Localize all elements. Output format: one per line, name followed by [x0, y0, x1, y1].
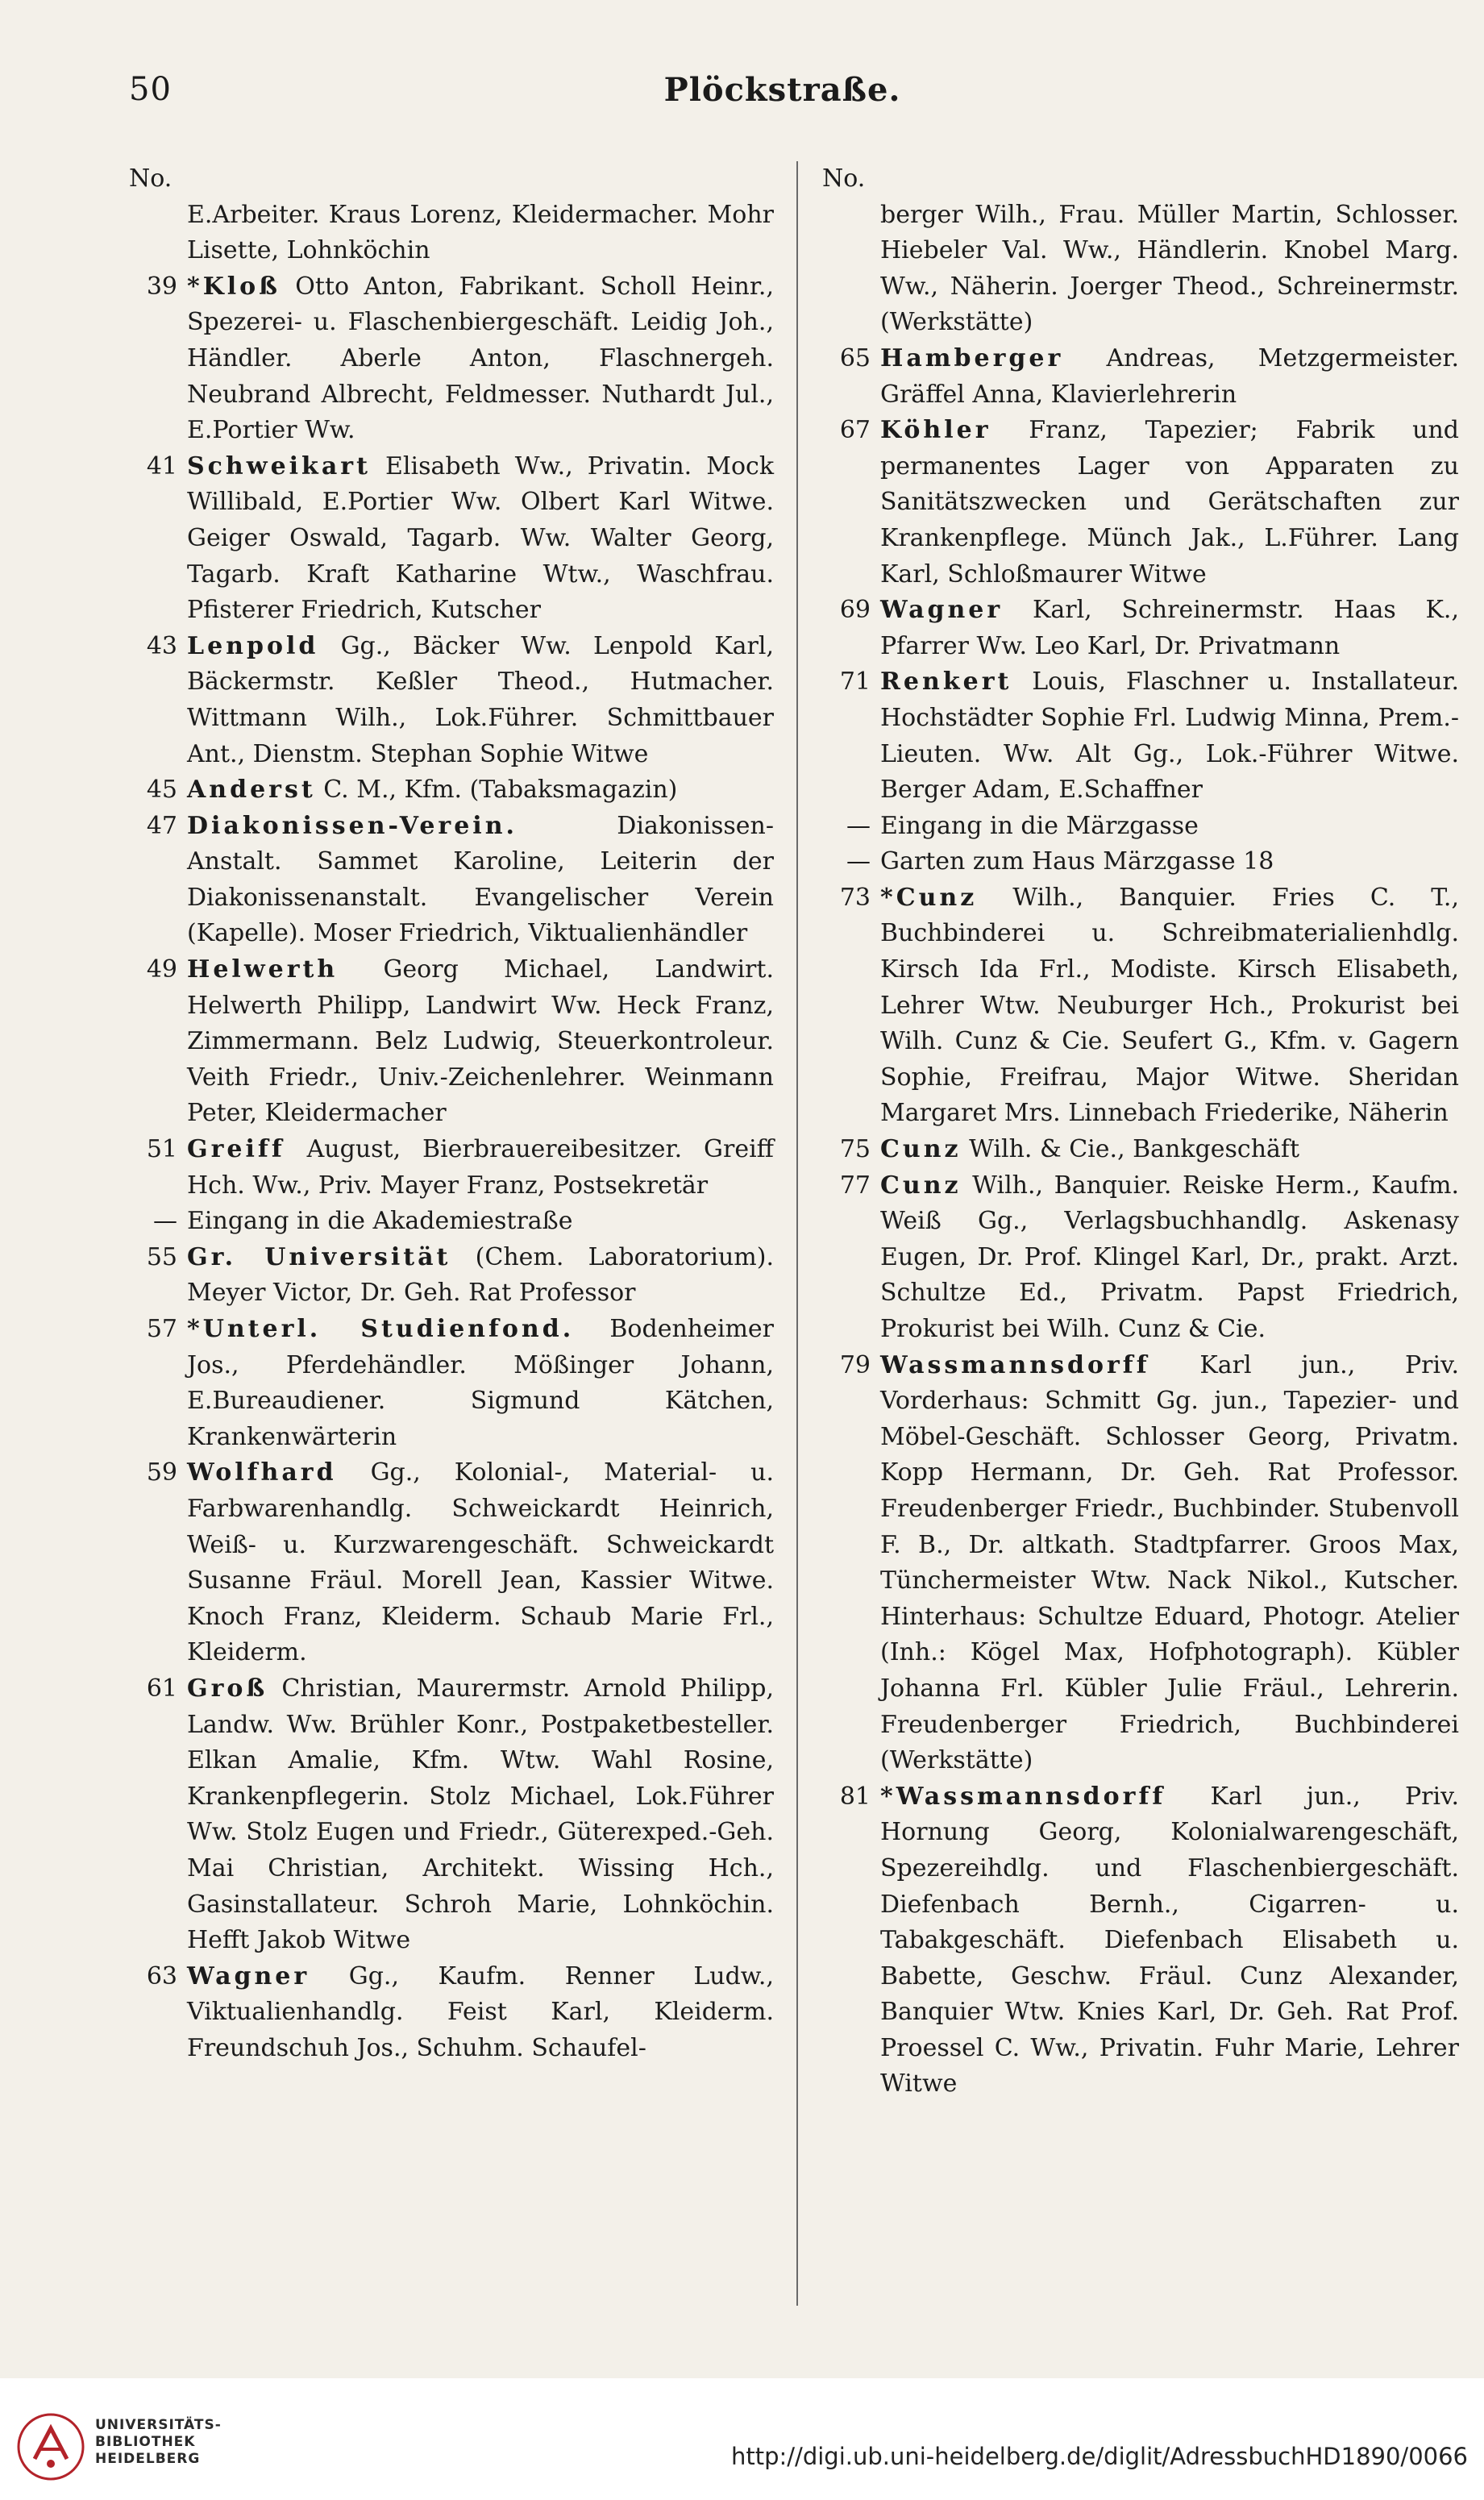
owner-name: Cunz	[880, 1171, 962, 1200]
address-entry	[129, 952, 774, 1132]
house-number: 75	[839, 1135, 871, 1164]
column-head: No.	[822, 164, 866, 193]
owner-name: *Cunz	[880, 883, 978, 912]
library-name-line: UNIVERSITÄTS-	[95, 2417, 222, 2433]
house-number: 39	[146, 272, 177, 301]
address-entry	[822, 844, 1459, 880]
house-number: 55	[146, 1242, 177, 1271]
owner-name: *Wassmannsdorff	[880, 1782, 1166, 1811]
left-column	[129, 161, 774, 2066]
address-entry	[822, 341, 1459, 413]
house-number: 67	[839, 416, 871, 445]
owner-name: Wagner	[880, 596, 1004, 625]
house-number: 49	[146, 955, 177, 984]
address-entry	[129, 1204, 774, 1240]
house-number: 43	[146, 631, 177, 660]
address-entry	[822, 198, 1459, 341]
owner-name: Diakonissen-Verein.	[187, 811, 518, 840]
house-number: 59	[146, 1458, 177, 1487]
residents-text: Wilh., Banquier. Fries C. T., Buchbinderei u. Schreibmaterialienhdlg. Kirsch Ida Frl., Modiste. Kirsch Elisabeth, Lehrer Wtw. Neuburger Hch., Prokurist bei Wilh. Cunz & Cie. Seufert G., Kfm. v. Gagern Sophie, Freifrau, Major Witwe. Sheridan Margaret Mrs. Linnebach Friederike, Näherin	[880, 883, 1459, 1128]
library-name	[95, 2417, 222, 2468]
address-entry	[129, 269, 774, 449]
house-number: 47	[146, 811, 177, 840]
library-name-line: BIBLIOTHEK	[95, 2434, 196, 2450]
residents-text: Eingang in die Märzgasse	[880, 811, 1199, 840]
address-entry	[822, 593, 1459, 664]
owner-name: Köhler	[880, 416, 991, 445]
address-entry	[822, 809, 1459, 845]
residents-text: Gg., Bäcker Ww. Lenpold Karl, Bäckermstr. Keßler Theod., Hutmacher. Wittmann Wilh., Lok.Führer. Schmittbauer Ant., Dienstm. Stephan Sophie Witwe	[187, 631, 774, 768]
residents-text: Garten zum Haus Märzgasse 18	[880, 847, 1274, 876]
residents-text: Otto Anton, Fabrikant. Scholl Heinr., Spezerei- u. Flaschenbiergeschäft. Leidig Joh., Händler. Aberle Anton, Flaschnergeh. Neubrand Albrecht, Feldmesser. Nuthardt Jul., E.Portier Ww.	[187, 272, 774, 445]
owner-name: Greiff	[187, 1135, 285, 1164]
residents-text: Bodenheimer Jos., Pferdehändler. Mößinger Johann, E.Bureaudiener. Sigmund Kätchen, Krankenwärterin	[187, 1315, 774, 1451]
owner-name: *Kloß	[187, 272, 281, 301]
residents-text: Gg., Kaufm. Renner Ludw., Viktualienhandlg. Feist Karl, Kleiderm. Freundschuh Jos., Schuhm. Schaufel-	[187, 1961, 774, 2062]
footer-bar	[0, 2378, 1484, 2500]
column-divider	[796, 161, 798, 2306]
library-name-line: HEIDELBERG	[95, 2451, 201, 2467]
owner-name: Anderst	[187, 776, 316, 805]
residents-text: Elisabeth Ww., Privatin. Mock Willibald, E.Portier Ww. Olbert Karl Witwe. Geiger Oswald, Tagarb. Ww. Walter Georg, Tagarb. Kraft Katharine Wtw., Waschfrau. Pfisterer Friedrich, Kutscher	[187, 451, 774, 625]
house-number: 65	[839, 343, 871, 372]
owner-name: Wagner	[187, 1961, 310, 1990]
residents-text: Louis, Flaschner u. Installateur. Hochstädter Sophie Frl. Ludwig Minna, Prem.-Lieuten. Ww. Alt Gg., Lok.-Führer Witwe. Berger Adam, E.Schaffner	[880, 668, 1459, 805]
address-entry	[129, 1959, 774, 2067]
owner-name: Lenpold	[187, 631, 319, 660]
residents-text: Eingang in die Akademiestraße	[187, 1207, 573, 1236]
house-number: 81	[839, 1782, 871, 1811]
column-head: No.	[129, 164, 173, 193]
house-number: 51	[146, 1135, 177, 1164]
street-title: Plöckstraße.	[663, 71, 901, 109]
house-number: 69	[839, 596, 871, 625]
residents-text: Diakonissen-Anstalt. Sammet Karoline, Leiterin der Diakonissenanstalt. Evangelischer Verein (Kapelle). Moser Friedrich, Viktualienhändler	[187, 811, 774, 948]
residents-text: Karl jun., Priv. Vorderhaus: Schmitt Gg. jun., Tapezier- und Möbel-Geschäft. Schlosser Georg, Privatm. Kopp Hermann, Dr. Geh. Rat Professor. Freudenberger Friedr., Buchbinder. Stubenvoll F. B., Dr. altkath. Stadtpfarrer. Groos Max, Tünchermeister Wtw. Nack Nikol., Kutscher. Hinterhaus: Schultze Eduard, Photogr. Atelier (Inh.: Kögel Max, Hofphotograph). Kübler Johanna Frl. Kübler Julie Fräul., Lehrerin. Freudenberger Friedrich, Buchbinderei (Werkstätte)	[880, 1350, 1459, 1775]
residents-text: Franz, Tapezier; Fabrik und permanentes Lager von Apparaten zu Sanitätszwecken und Gerätschaften zur Krankenpflege. Münch Jak., L.Führer. Lang Karl, Schloßmaurer Witwe	[880, 416, 1459, 589]
residents-text: E.Arbeiter. Kraus Lorenz, Kleidermacher. Mohr Lisette, Lohnköchin	[187, 200, 774, 265]
owner-name: Renkert	[880, 668, 1012, 697]
address-entry	[129, 198, 774, 269]
house-number: 79	[839, 1350, 871, 1379]
house-number: 63	[146, 1961, 177, 1990]
owner-name: Wolfhard	[187, 1458, 337, 1487]
residents-text: berger Wilh., Frau. Müller Martin, Schlosser. Hiebeler Val. Ww., Händlerin. Knobel Marg. Ww., Näherin. Joerger Theod., Schreinermstr. (Werkstätte)	[880, 200, 1459, 337]
address-entry	[129, 1455, 774, 1671]
residents-text: Wilh., Banquier. Reiske Herm., Kaufm. Weiß Gg., Verlagsbuchhandlg. Askenasy Eugen, Dr. Prof. Klingel Karl, Dr., prakt. Arzt. Schultze Ed., Privatm. Papst Friedrich, Prokurist bei Wilh. Cunz & Cie.	[880, 1171, 1459, 1343]
house-number: 41	[146, 451, 177, 480]
owner-name: Wassmannsdorff	[880, 1350, 1150, 1379]
house-number: —	[846, 847, 871, 876]
residents-text: Karl, Schreinermstr. Haas K., Pfarrer Ww. Leo Karl, Dr. Privatmann	[880, 596, 1460, 660]
address-entry	[129, 1240, 774, 1312]
address-entry	[822, 1132, 1459, 1168]
address-entry	[822, 1348, 1459, 1779]
address-entry	[129, 629, 774, 772]
source-url-link[interactable]: http://digi.ub.uni-heidelberg.de/diglit/AdressbuchHD1890/0066	[730, 2443, 1468, 2470]
address-entry	[129, 1671, 774, 1959]
residents-text: August, Bierbrauereibesitzer. Greiff Hch. Ww., Priv. Mayer Franz, Postsekretär	[187, 1135, 774, 1200]
house-number: 57	[146, 1315, 177, 1343]
right-column	[822, 161, 1459, 2103]
address-entry	[129, 449, 774, 629]
owner-name: Hamberger	[880, 343, 1064, 372]
residents-text: Andreas, Metzgermeister. Gräffel Anna, Klavierlehrerin	[880, 343, 1459, 409]
owner-name: Groß	[187, 1674, 268, 1703]
residents-text: Christian, Maurermstr. Arnold Philipp, Landw. Ww. Brühler Konr., Postpaketbesteller. Elkan Amalie, Kfm. Wtw. Wahl Rosine, Krankenpflegerin. Stolz Michael, Lok.Führer Ww. Stolz Eugen und Friedr., Güterexped.-Geh. Mai Christian, Architekt. Wissing Hch., Gasinstallateur. Schroh Marie, Lohnköchin. Hefft Jakob Witwe	[187, 1674, 774, 1955]
residents-text: Gg., Kolonial-, Material- u. Farbwarenhandlg. Schweickardt Heinrich, Weiß- u. Kurzwarengeschäft. Schweickardt Susanne Fräul. Morell Jean, Kassier Witwe. Knoch Franz, Kleiderm. Schaub Marie Frl., Kleiderm.	[187, 1458, 774, 1667]
residents-text: Georg Michael, Landwirt. Helwerth Philipp, Landwirt Ww. Heck Franz, Zimmermann. Belz Ludwig, Steuerkontroleur. Veith Friedr., Univ.-Zeichenlehrer. Weinmann Peter, Kleidermacher	[187, 955, 774, 1128]
university-library-logo-icon	[15, 2411, 87, 2483]
house-number: —	[153, 1207, 177, 1236]
address-entry	[129, 1132, 774, 1204]
house-number: 45	[146, 776, 177, 805]
residents-text: Karl jun., Priv. Hornung Georg, Kolonialwarengeschäft, Spezereihdlg. und Flaschenbiergeschäft. Diefenbach Bernh., Cigarren- u. Tabakgeschäft. Diefenbach Elisabeth u. Babette, Geschw. Fräul. Cunz Alexander, Banquier Wtw. Knies Karl, Dr. Geh. Rat Prof. Proessel C. Ww., Privatin. Fuhr Marie, Lehrer Witwe	[880, 1782, 1459, 2099]
residents-text: Wilh. & Cie., Bankgeschäft	[969, 1135, 1300, 1164]
address-entry	[822, 1779, 1459, 2103]
entry-list	[129, 198, 774, 2067]
page-header	[129, 71, 1436, 119]
house-number: 77	[839, 1171, 871, 1200]
address-entry	[129, 772, 774, 809]
residents-text: (Chem. Laboratorium). Meyer Victor, Dr. Geh. Rat Professor	[187, 1242, 774, 1308]
address-entry	[822, 413, 1459, 593]
address-entry	[129, 1312, 774, 1455]
owner-name: Cunz	[880, 1135, 962, 1164]
house-number: 73	[839, 883, 871, 912]
house-number: 71	[839, 668, 871, 697]
owner-name: Schweikart	[187, 451, 371, 480]
owner-name: Helwerth	[187, 955, 339, 984]
address-entry	[129, 809, 774, 952]
house-number: —	[846, 811, 871, 840]
address-entry	[822, 880, 1459, 1132]
page-number: 50	[129, 71, 172, 108]
address-entry	[822, 664, 1459, 808]
owner-name: *Unterl. Studienfond.	[187, 1315, 575, 1343]
address-entry	[822, 1168, 1459, 1348]
entry-list	[822, 198, 1459, 2103]
house-number: 61	[146, 1674, 177, 1703]
residents-text: C. M., Kfm. (Tabaksmagazin)	[323, 776, 678, 805]
owner-name: Gr. Universität	[187, 1242, 451, 1271]
